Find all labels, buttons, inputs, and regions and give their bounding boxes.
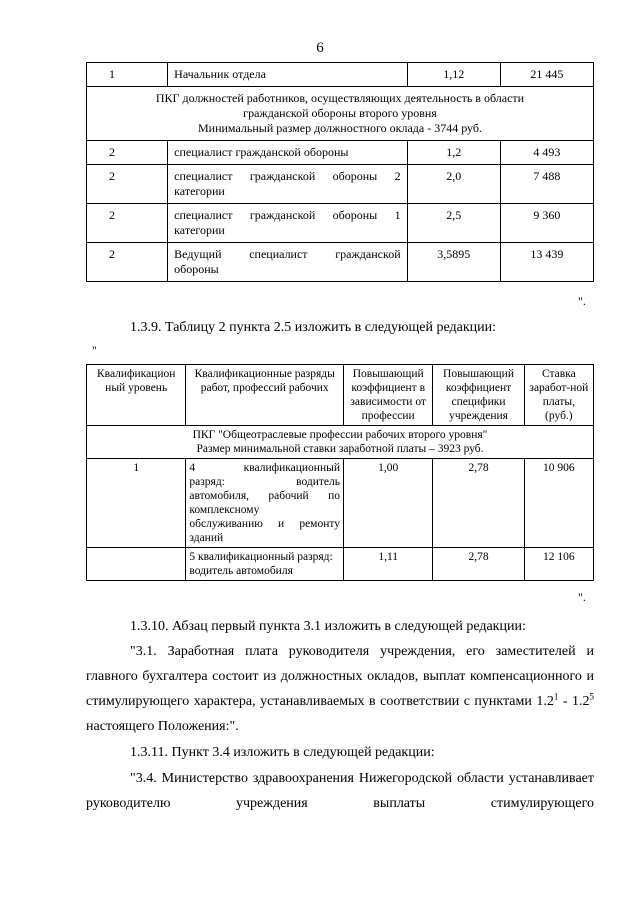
group-line: Размер минимальной ставки заработной платы – 3923 руб. — [196, 443, 484, 455]
coefficient: 1,2 — [407, 141, 500, 165]
row-number: 2 — [87, 165, 168, 204]
profession-coefficient: 1,11 — [344, 548, 433, 581]
position-name — [168, 165, 407, 204]
column-header: Квалификационные разряды работ, профессий рабочих — [186, 365, 344, 426]
salary: 7 488 — [500, 165, 593, 204]
column-header: Повышающий коэффициент специфики учреждения — [433, 365, 524, 426]
coefficient: 1,12 — [407, 63, 500, 87]
institution-coefficient: 2,78 — [433, 459, 524, 548]
group-line: ПКГ "Общеотраслевые профессии рабочих второго уровня" — [192, 429, 488, 441]
salary: 21 445 — [500, 63, 593, 87]
row-number: 2 — [87, 243, 168, 282]
paragraph-text: "3.1. Заработная плата руководителя учреждения, его заместителей и главного бухгалтера состоит из должностных окладов, выплат компенсационного и стимулирующего характера, устанавливаемых в соответствии с пунктами 1.2 — [86, 644, 594, 709]
description-line: обслуживанию и ремонту — [189, 518, 340, 530]
institution-coefficient: 2,78 — [433, 548, 524, 581]
description-line: комплексному — [189, 504, 260, 516]
table-header-row — [87, 365, 594, 426]
superscript: 1 — [553, 691, 559, 702]
group-row — [87, 87, 594, 141]
wage-rate: 10 906 — [524, 459, 593, 548]
coefficient: 3,5895 — [407, 243, 500, 282]
qualification-description: 5 квалификационный разряд: водитель автомобиля — [186, 548, 344, 581]
opening-quote: " — [92, 343, 97, 357]
table-row — [87, 141, 594, 165]
description-line: разряд: водитель — [189, 476, 340, 488]
positions-table — [86, 62, 594, 282]
closing-quote: ". — [578, 294, 586, 308]
position-name — [168, 141, 407, 165]
paragraph-3-1 — [86, 639, 594, 739]
row-number: 1 — [87, 63, 168, 87]
description-line: 4 квалификационный — [189, 462, 340, 474]
position-name-line: обороны — [174, 262, 219, 276]
position-name: Начальник отдела — [168, 63, 407, 87]
salary: 13 439 — [500, 243, 593, 282]
position-name-line: категории — [174, 223, 225, 237]
position-name — [168, 243, 407, 282]
row-number: 2 — [87, 204, 168, 243]
table-row — [87, 63, 594, 87]
qualification-description — [186, 459, 344, 548]
qualification-level: 1 — [87, 459, 186, 548]
position-name-line: категории — [174, 184, 225, 198]
salary: 4 493 — [500, 141, 593, 165]
group-header — [87, 426, 594, 459]
page-number: 6 — [316, 40, 324, 56]
paragraph-1-3-9: 1.3.9. Таблицу 2 пункта 2.5 изложить в следующей редакции: — [130, 320, 497, 335]
table-row — [87, 204, 594, 243]
position-name-line: специалист гражданской обороны 2 — [174, 169, 401, 183]
column-header: Ставка заработ-ной платы, (руб.) — [524, 365, 593, 426]
position-name-line: специалист гражданской обороны — [174, 145, 349, 159]
paragraph-1-3-10: 1.3.10. Абзац первый пункта 3.1 изложить в следующей редакции: — [130, 619, 526, 634]
position-name-line: специалист гражданской обороны 1 — [174, 208, 401, 222]
qualification-level — [87, 548, 186, 581]
paragraph-text: - 1.2 — [558, 694, 590, 709]
position-name-line: Ведущий специалист гражданской — [174, 247, 401, 261]
column-header: Квалификацион ный уровень — [87, 365, 186, 426]
row-number: 2 — [87, 141, 168, 165]
group-line: гражданской обороны второго уровня — [243, 106, 437, 120]
paragraph-text: настоящего Положения:". — [86, 719, 239, 734]
group-row — [87, 426, 594, 459]
salary: 9 360 — [500, 204, 593, 243]
group-header — [87, 87, 594, 141]
profession-coefficient: 1,00 — [344, 459, 433, 548]
group-line: Минимальный размер должностного оклада - 3744 руб. — [198, 121, 482, 135]
paragraph-3-4: "3.4. Министерство здравоохранения Нижегородской области устанавливает руководителю учреждения выплаты стимулирующего — [86, 771, 594, 811]
coefficient: 2,0 — [407, 165, 500, 204]
superscript: 5 — [589, 691, 594, 702]
table-row — [87, 243, 594, 282]
table-row — [87, 548, 594, 581]
description-line: автомобиля, рабочий по — [189, 490, 340, 502]
description-line: зданий — [189, 532, 224, 544]
wage-rate: 12 106 — [524, 548, 593, 581]
closing-quote: ". — [578, 590, 586, 604]
paragraph-1-3-11: 1.3.11. Пункт 3.4 изложить в следующей редакции: — [130, 745, 435, 760]
coefficient: 2,5 — [407, 204, 500, 243]
group-line: ПКГ должностей работников, осуществляющих деятельность в области — [155, 91, 525, 105]
workers-rates-table — [86, 364, 594, 581]
table-row — [87, 165, 594, 204]
column-header: Повышающий коэффициент в зависимости от профессии — [344, 365, 433, 426]
position-name — [168, 204, 407, 243]
table-row — [87, 459, 594, 548]
